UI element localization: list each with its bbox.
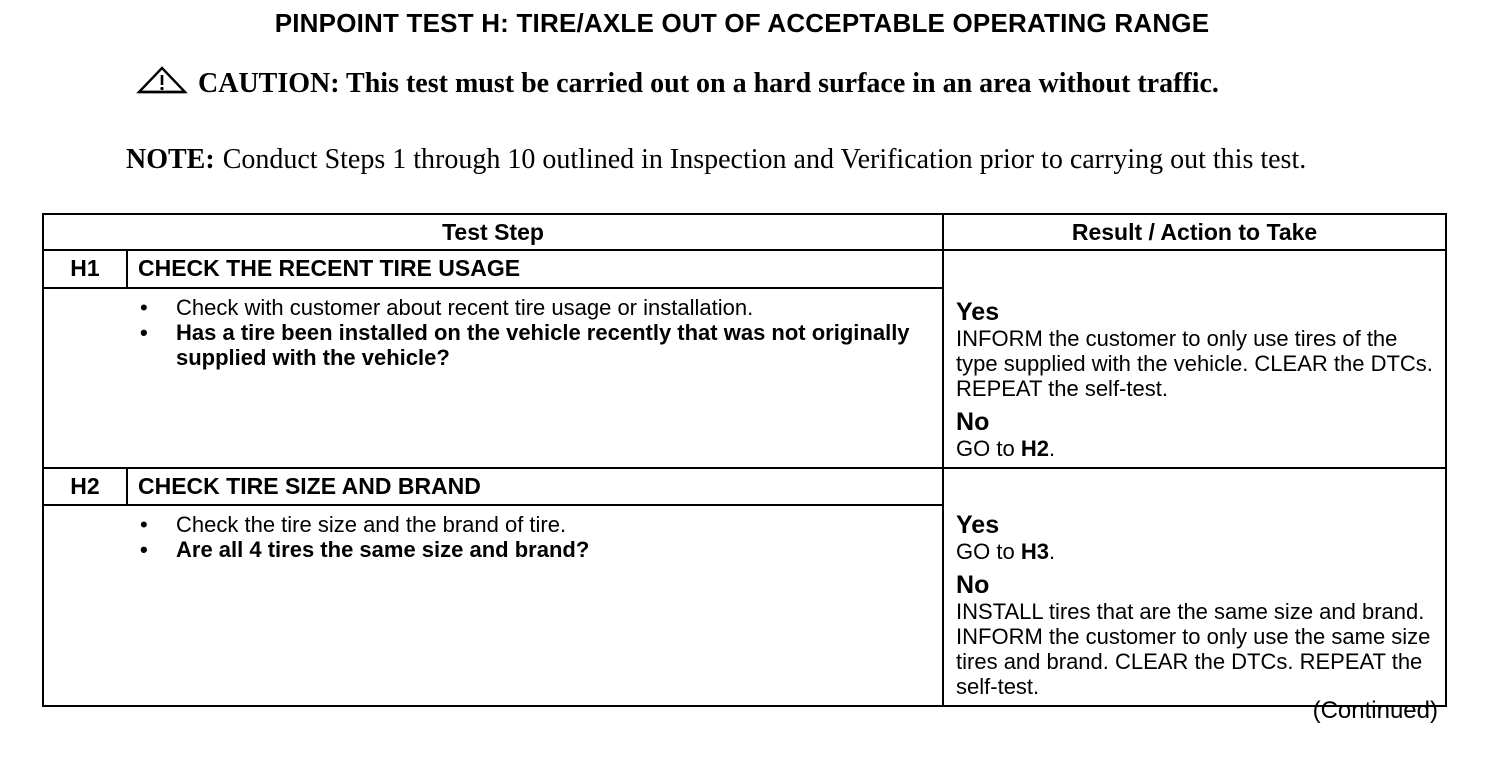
step-h2-result — [943, 468, 1446, 706]
step-bullets — [44, 512, 942, 562]
step-title: CHECK THE RECENT TIRE USAGE — [127, 250, 943, 288]
note-text: Conduct Steps 1 through 10 outlined in Inspection and Verification prior to carrying out this test. — [222, 144, 1307, 175]
table-header-row — [43, 214, 1446, 250]
no-action — [956, 436, 1437, 461]
note-paragraph — [126, 144, 1326, 175]
step-h1-title-row — [43, 250, 1446, 288]
yes-action — [956, 539, 1437, 564]
header-test-step: Test Step — [43, 214, 943, 250]
no-label: No — [956, 571, 990, 599]
yes-label: Yes — [956, 298, 1000, 326]
pinpoint-test-table — [42, 213, 1447, 707]
list-item: • Check with customer about recent tire usage or installation. — [140, 295, 942, 320]
continued-label: (Continued) — [1312, 697, 1438, 724]
yes-action-text: GO to — [956, 539, 1015, 564]
step-body — [43, 288, 943, 468]
step-bullets — [44, 295, 942, 370]
step-h1-result — [943, 250, 1446, 468]
caution-text: CAUTION: This test must be carried out on a hard surface in an area without traffic. — [198, 68, 1219, 99]
warning-triangle-icon — [136, 66, 188, 94]
list-item: • Are all 4 tires the same size and brand? — [140, 537, 942, 562]
page-title: PINPOINT TEST H: TIRE/AXLE OUT OF ACCEPTABLE OPERATING RANGE — [274, 8, 1210, 38]
yes-action: INFORM the customer to only use tires of the type supplied with the vehicle. CLEAR the DTCs. REPEAT the self-test. — [956, 326, 1433, 401]
no-action-text: GO to — [956, 436, 1015, 461]
note-label: NOTE: — [126, 144, 215, 175]
step-title: CHECK TIRE SIZE AND BRAND — [127, 468, 943, 505]
list-item: • Has a tire been installed on the vehicle recently that was not originally supplied with the vehicle? — [140, 320, 942, 370]
header-result-action: Result / Action to Take — [943, 214, 1446, 250]
goto-step-link: H2 — [1020, 436, 1049, 461]
no-label: No — [956, 408, 990, 436]
step-body — [43, 505, 943, 706]
yes-label: Yes — [956, 511, 1000, 539]
step-id: H2 — [43, 468, 127, 505]
step-h2-title-row — [43, 468, 1446, 505]
yes-action-period: . — [1048, 539, 1056, 564]
goto-step-link: H3 — [1020, 539, 1049, 564]
no-action-period: . — [1048, 436, 1056, 461]
no-action: INSTALL tires that are the same size and brand. INFORM the customer to only use the same size tires and brand. CLEAR the DTCs. REPEAT the self-test. — [956, 599, 1431, 699]
caution-notice — [126, 66, 1306, 99]
step-id: H1 — [43, 250, 127, 288]
list-item: • Check the tire size and the brand of tire. — [140, 512, 942, 537]
